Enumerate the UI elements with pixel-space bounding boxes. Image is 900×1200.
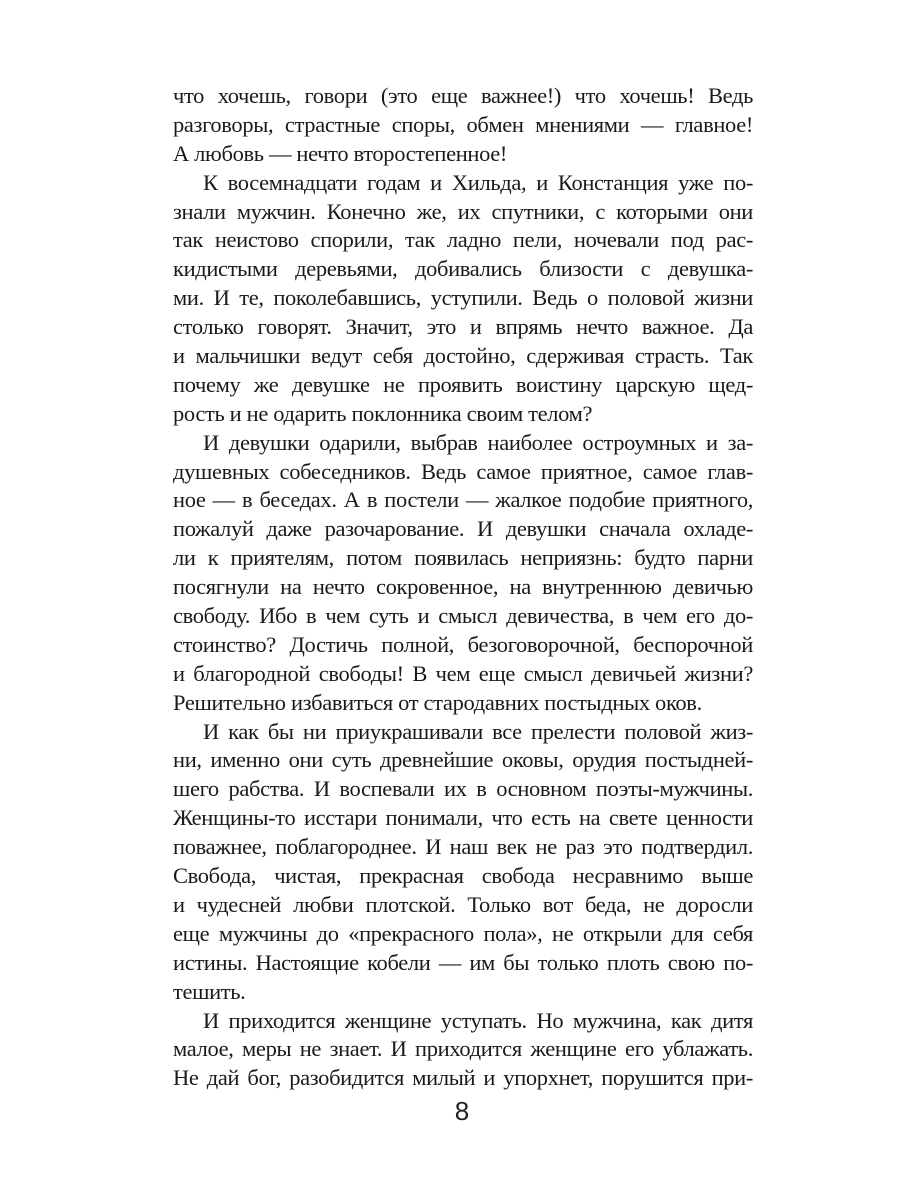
text-line: ное — в беседах. А в постели — жалкое подобие приятного, [173, 487, 753, 513]
text-line: Женщины-то исстари понимали, что есть на свете ценности [173, 805, 753, 831]
text-line: К восемнадцати годам и Хильда, и Констанция уже по- [203, 169, 753, 195]
paragraph [173, 718, 753, 1007]
paragraph [173, 82, 753, 169]
text-line: и мальчишки ведут себя достойно, сдерживая страсть. Так [173, 343, 753, 369]
text-line: почему же девушке не проявить воистину царскую щед- [173, 371, 753, 397]
text-line: тешить. [173, 978, 246, 1004]
text-line: ли к приятелям, потом появилась неприязнь: будто парни [173, 545, 753, 571]
text-line: так неистово спорили, так ладно пели, ночевали под рас- [173, 227, 753, 253]
text-line: шего рабства. И воспевали их в основном поэты-мужчины. [173, 776, 753, 802]
paragraph [173, 1007, 753, 1094]
page-number: 8 [454, 1096, 470, 1126]
text-line: Решительно избавиться от стародавних постыдных оков. [173, 689, 702, 715]
text-line: И девушки одарили, выбрав наиболее остроумных и за- [203, 429, 753, 455]
text-line: и благородной свободы! В чем еще смысл девичьей жизни? [173, 660, 753, 686]
text-line: И как бы ни приукрашивали все прелести половой жиз- [203, 718, 753, 744]
text-line: пожалуй даже разочарование. И девушки сначала охладе- [173, 516, 753, 542]
paragraph [173, 429, 753, 718]
text-line: ни, именно они суть древнейшие оковы, орудия постыдней- [173, 747, 753, 773]
text-line: свободу. Ибо в чем суть и смысл девичества, в чем его до- [173, 603, 753, 629]
text-line: кидистыми деревьями, добивались близости с девушка- [173, 256, 753, 282]
paragraph [173, 169, 753, 429]
text-line: стоинство? Достичь полной, безоговорочной, беспорочной [173, 631, 753, 657]
text-line: поважнее, поблагороднее. И наш век не раз это подтвердил. [173, 834, 753, 860]
text-line: малое, меры не знает. И приходится женщине его ублажать. [173, 1036, 753, 1062]
page-body-text [173, 82, 753, 1093]
text-line: и чудесней любви плотской. Только вот беда, не доросли [173, 891, 753, 917]
text-line: рость и не одарить поклонника своим телом? [173, 400, 593, 426]
text-line: Не дай бог, разобидится милый и упорхнет, порушится при- [173, 1065, 753, 1091]
text-line: что хочешь, говори (это еще важнее!) что хочешь! Ведь [173, 83, 753, 108]
text-line: посягнули на нечто сокровенное, на внутреннюю девичью [173, 574, 753, 600]
text-line: Свобода, чистая, прекрасная свобода несравнимо выше [173, 863, 753, 889]
text-line: еще мужчины до «прекрасного пола», не открыли для себя [173, 920, 753, 946]
text-line: истины. Настоящие кобели — им бы только плоть свою по- [173, 949, 753, 975]
text-line: душевных собеседников. Ведь самое приятное, самое глав- [173, 458, 753, 484]
text-line: столько говорят. Значит, это и впрямь нечто важное. Да [173, 314, 753, 340]
text-line: А любовь — нечто второстепенное! [173, 140, 508, 166]
text-line: И приходится женщине уступать. Но мужчина, как дитя [203, 1007, 753, 1033]
text-line: знали мужчин. Конечно же, их спутники, с которыми они [173, 198, 753, 224]
text-line: разговоры, страстные споры, обмен мнениями — главное! [173, 111, 753, 137]
text-line: ми. И те, поколебавшись, уступили. Ведь о половой жизни [173, 285, 753, 311]
